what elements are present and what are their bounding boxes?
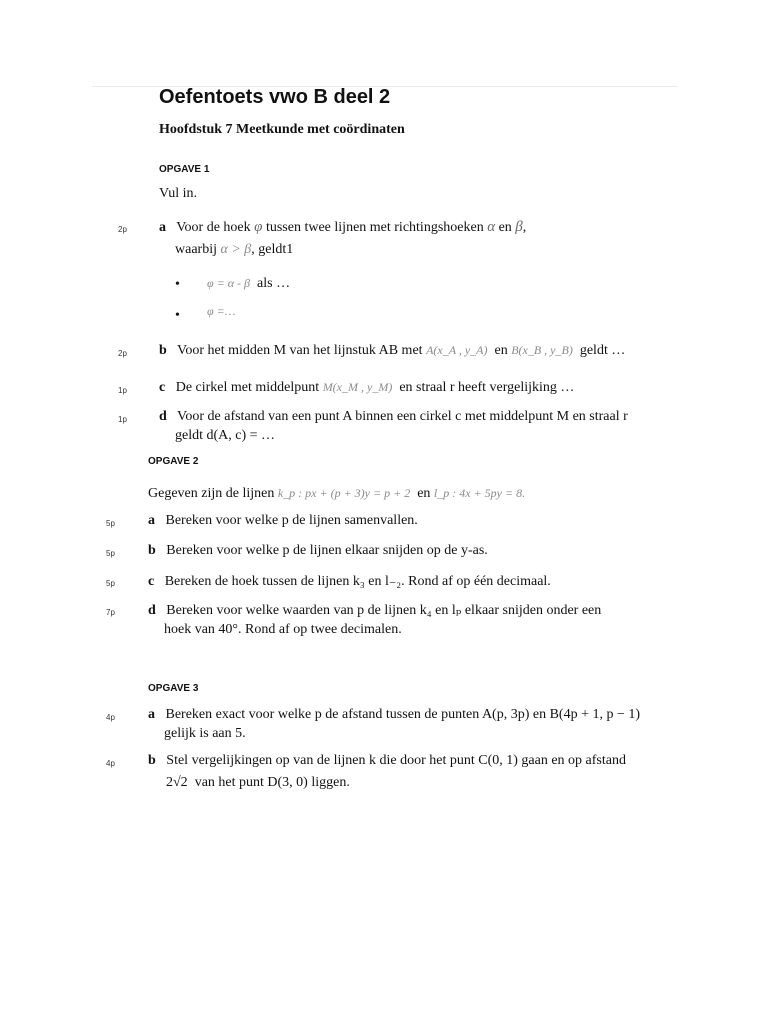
- question-label: b: [159, 343, 167, 358]
- opgave1-a-line2: [175, 242, 293, 258]
- opgave1-heading: OPGAVE 1: [159, 164, 210, 175]
- text: Bereken exact voor welke p de afstand tussen de punten A(p, 3p) en B(4p + 1, p − 1): [165, 707, 641, 722]
- opgave3-a-line2: gelijk is aan 5.: [164, 726, 246, 741]
- question-label: a: [148, 707, 155, 722]
- opgave1-a-bullet1: [207, 276, 290, 292]
- question-label: d: [159, 409, 167, 424]
- text: De cirkel met middelpunt: [175, 380, 320, 395]
- opgave3-b-line2: [166, 775, 350, 791]
- text: Voor de hoek: [176, 220, 251, 235]
- phi-formula: φ = α - β: [207, 276, 251, 290]
- text: Bereken voor welke waarden van p de lijnen k₄ en lₚ elkaar snijden onder een: [166, 603, 602, 618]
- text: van het punt D(3, 0) liggen.: [194, 775, 350, 790]
- question-label: c: [148, 574, 155, 589]
- opgave1-d-line2: geldt d(A, c) = …: [175, 428, 276, 443]
- opgave1-d-points: 1p: [118, 415, 127, 424]
- comma: ,: [522, 220, 527, 235]
- text: waarbij: [175, 242, 217, 257]
- text: en straal r heeft vergelijking …: [399, 380, 575, 395]
- opgave2-a-points: 5p: [106, 519, 115, 528]
- text: en: [417, 486, 431, 501]
- question-label: c: [159, 380, 166, 395]
- phi-formula: φ =…: [207, 304, 236, 318]
- opgave1-a-bullet2: [207, 304, 235, 320]
- opgave1-b-line: [159, 343, 625, 359]
- text: Stel vergelijkingen op van de lijnen k die door het punt C(0, 1) gaan en op afstand: [166, 753, 626, 768]
- opgave2-d-line2: hoek van 40°. Rond af op twee decimalen.: [164, 622, 402, 637]
- opgave3-a-line1: [148, 707, 640, 723]
- opgave3-a-points: 4p: [106, 713, 115, 722]
- opgave2-c-points: 5p: [106, 579, 115, 588]
- question-label: b: [148, 543, 156, 558]
- opgave1-c-points: 1p: [118, 386, 127, 395]
- opgave2-intro: [148, 486, 525, 502]
- text: Bereken voor welke p de lijnen samenvallen.: [165, 513, 418, 528]
- chapter-subtitle: Hoofdstuk 7 Meetkunde met coördinaten: [159, 122, 405, 137]
- opgave2-b-points: 5p: [106, 549, 115, 558]
- text: Bereken de hoek tussen de lijnen k₃ en l₋₂. Rond af op één decimaal.: [164, 574, 551, 589]
- text: en: [498, 220, 512, 235]
- phi-symbol: φ: [254, 219, 263, 235]
- question-label: d: [148, 603, 156, 618]
- opgave1-c-line: [159, 380, 574, 396]
- opgave3-b-points: 4p: [106, 759, 115, 768]
- opgave2-a-line: [148, 513, 418, 529]
- alpha-symbol: α: [487, 219, 496, 235]
- line-l-formula: l_p : 4x + 5py = 8.: [433, 486, 526, 500]
- question-label: a: [159, 220, 166, 235]
- text: geldt …: [579, 343, 626, 358]
- beta-symbol: β: [515, 219, 523, 235]
- question-label: b: [148, 753, 156, 768]
- text: tussen twee lijnen met richtingshoeken: [265, 220, 484, 235]
- radical-formula: 2√2: [166, 775, 188, 790]
- opgave2-b-line: [148, 543, 488, 559]
- opgave3-heading: OPGAVE 3: [148, 683, 199, 694]
- text: Voor de afstand van een punt A binnen een cirkel c met middelpunt M en straal r: [177, 409, 628, 424]
- point-b-formula: B(x_B , y_B): [511, 343, 573, 357]
- text: en: [494, 343, 508, 358]
- opgave1-a-points: 2p: [118, 225, 127, 234]
- opgave2-heading: OPGAVE 2: [148, 456, 199, 467]
- text: Voor het midden M van het lijnstuk AB met: [177, 343, 423, 358]
- bullet-dot: •: [175, 277, 180, 292]
- text: Bereken voor welke p de lijnen elkaar snijden op de y-as.: [166, 543, 488, 558]
- opgave1-intro: Vul in.: [159, 186, 198, 201]
- opgave2-c-line: [148, 573, 551, 590]
- opgave3-b-line1: [148, 753, 626, 769]
- opgave1-b-points: 2p: [118, 349, 127, 358]
- line-k-formula: k_p : px + (p + 3)y = p + 2: [277, 486, 411, 500]
- opgave2-d-line1: [148, 602, 601, 619]
- page-title: Oefentoets vwo B deel 2: [159, 86, 391, 108]
- text: , geldt1: [251, 242, 294, 257]
- point-a-formula: A(x_A , y_A): [426, 343, 488, 357]
- opgave2-d-points: 7p: [106, 608, 115, 617]
- bullet-dot: •: [175, 308, 180, 323]
- condition-formula: α > β: [220, 242, 252, 257]
- question-label: a: [148, 513, 155, 528]
- text: als …: [257, 276, 291, 291]
- text: Gegeven zijn de lijnen: [148, 486, 275, 501]
- center-m-formula: M(x_M , y_M): [322, 380, 393, 394]
- opgave1-d-line1: [159, 409, 628, 425]
- opgave1-a-line1: [159, 219, 526, 236]
